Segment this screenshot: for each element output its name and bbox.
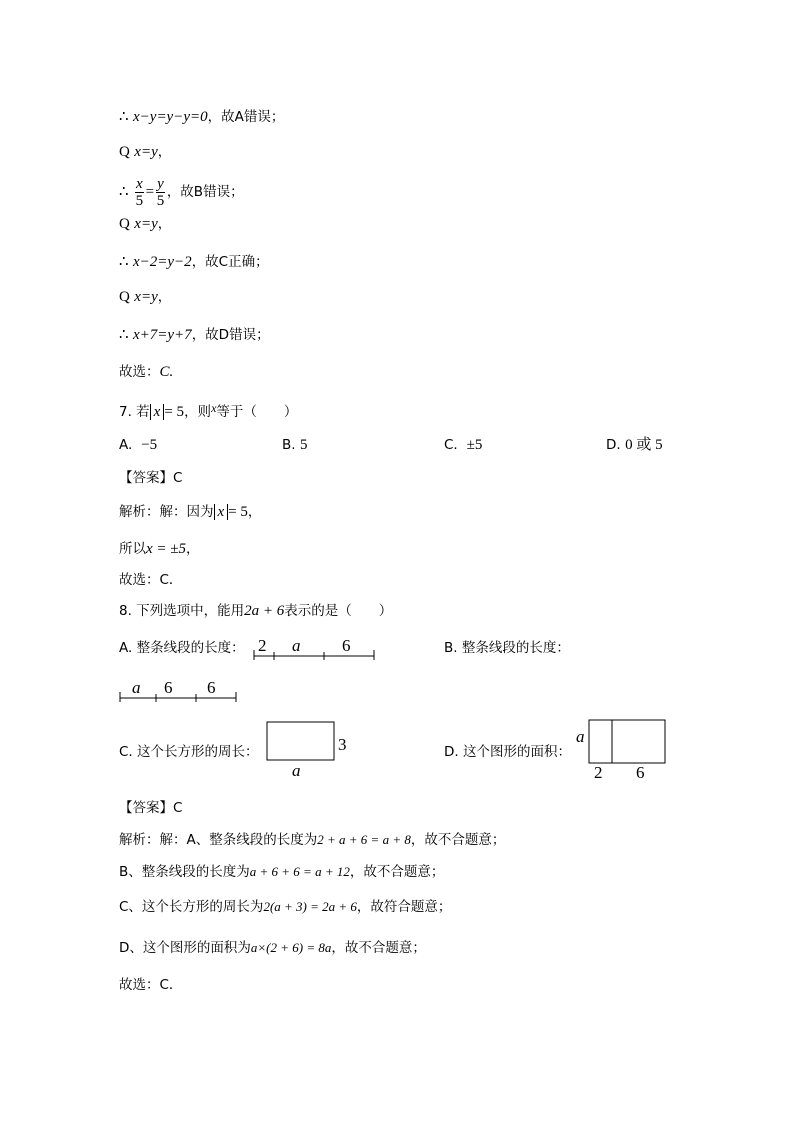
because-symbol: Q <box>119 216 130 232</box>
area-bottom-label-2: 6 <box>636 763 645 782</box>
fraction-y-over-5: $\frac{y}{5}$ <box>156 175 165 209</box>
math-expr: x=y <box>134 144 158 160</box>
question-7-so-line: 所以x = ±5， <box>119 541 200 557</box>
rect-side-label: 3 <box>338 735 347 754</box>
abs-value-x: x <box>150 404 165 420</box>
abs-value-x: x <box>214 504 229 520</box>
therefore-symbol: ∴ <box>119 327 129 343</box>
solution-line-5 <box>119 252 269 272</box>
solution-line-4: Q x=y， <box>119 216 172 232</box>
math-expr: 2a + 6 <box>244 603 285 619</box>
solution-line-6: Q x=y， <box>119 289 172 305</box>
therefore-symbol: ∴ <box>119 109 129 125</box>
question-8-analysis-a: 解析：解：A、整条线段的长度为2 + a + 6 = a + 8，故不合题意； <box>119 832 506 848</box>
math-expr: x−2=y−2 <box>133 254 192 270</box>
question-8-analysis-b: B、整条线段的长度为a + 6 + 6 = a + 12，故不合题意； <box>119 864 445 880</box>
segment-diagram-a <box>250 632 380 664</box>
math-expr: x+7=y+7 <box>133 327 192 343</box>
because-symbol: Q <box>119 289 130 305</box>
math-expr: x−y=y−y=0 <box>133 109 208 125</box>
answer-letter: C. <box>159 364 174 380</box>
question-8-option-b-label: B. 整条线段的长度： <box>444 640 570 656</box>
question-7-stem: 7. 若 x = 5，则x等于（ ） <box>119 401 298 420</box>
segment-b-label-1: a <box>132 678 141 697</box>
question-7-option-c: C. ±5 <box>444 437 483 453</box>
question-7-option-b: B. 5 <box>282 437 308 453</box>
math-expr: x=y <box>134 289 158 305</box>
question-8-choose: 故选：C． <box>119 977 183 993</box>
segment-a-label-2: a <box>292 636 301 655</box>
segment-b-label-2: 6 <box>164 678 173 697</box>
question-8-option-d-label: D. 这个图形的面积： <box>444 744 571 760</box>
question-7-choose: 故选：C． <box>119 572 183 588</box>
solution-line-8: 故选：C. <box>119 364 174 380</box>
segment-diagram-b <box>115 674 245 704</box>
conclusion-text: ，故B错误； <box>166 184 244 200</box>
area-diagram-d <box>572 716 672 782</box>
segment-b-label-3: 6 <box>207 678 216 697</box>
solution-line-7 <box>119 325 270 345</box>
question-8-analysis-c: C、这个长方形的周长为2(a + 3) = 2a + 6，故符合题意； <box>119 899 452 915</box>
question-8-option-a-label: A. 整条线段的长度： <box>119 640 245 656</box>
conclusion-text: ，故C正确； <box>191 254 269 270</box>
question-7-answer: 【答案】C <box>119 470 183 486</box>
rectangle-diagram-c <box>262 718 362 780</box>
area-bottom-label-1: 2 <box>594 763 603 782</box>
therefore-symbol: ∴ <box>119 254 129 270</box>
question-8-option-c-label: C. 这个长方形的周长： <box>119 744 259 760</box>
question-7-option-d: D. 0 或 5 <box>606 437 663 453</box>
question-8-analysis-d: D、这个图形的面积为a×(2 + 6) = 8a，故不合题意； <box>119 940 426 956</box>
solution-line-1 <box>119 107 284 127</box>
segment-a-label-1: 2 <box>258 636 267 655</box>
conclusion-text: ，故D错误； <box>191 327 270 343</box>
question-7-analysis: 解析：解：因为 x = 5， <box>119 504 262 520</box>
solution-line-3: ∴ $\frac{x}{5}$ = $\frac{y}{5}$ ，故B错误； <box>119 175 244 209</box>
question-8-answer: 【答案】C <box>119 800 183 816</box>
area-side-label: a <box>576 727 585 746</box>
fraction-x-over-5: $\frac{x}{5}$ <box>135 175 144 209</box>
solution-line-2: Q x=y， <box>119 144 172 160</box>
question-8-stem: 8. 下列选项中，能用2a + 6表示的是（ ） <box>119 603 393 619</box>
question-7-option-a: A. −5 <box>119 437 158 453</box>
rect-bottom-label: a <box>292 761 301 780</box>
because-symbol: Q <box>119 144 130 160</box>
conclusion-text: ，故A错误； <box>207 109 285 125</box>
therefore-symbol: ∴ <box>119 184 129 200</box>
math-expr: x=y <box>134 216 158 232</box>
segment-a-label-3: 6 <box>342 636 351 655</box>
